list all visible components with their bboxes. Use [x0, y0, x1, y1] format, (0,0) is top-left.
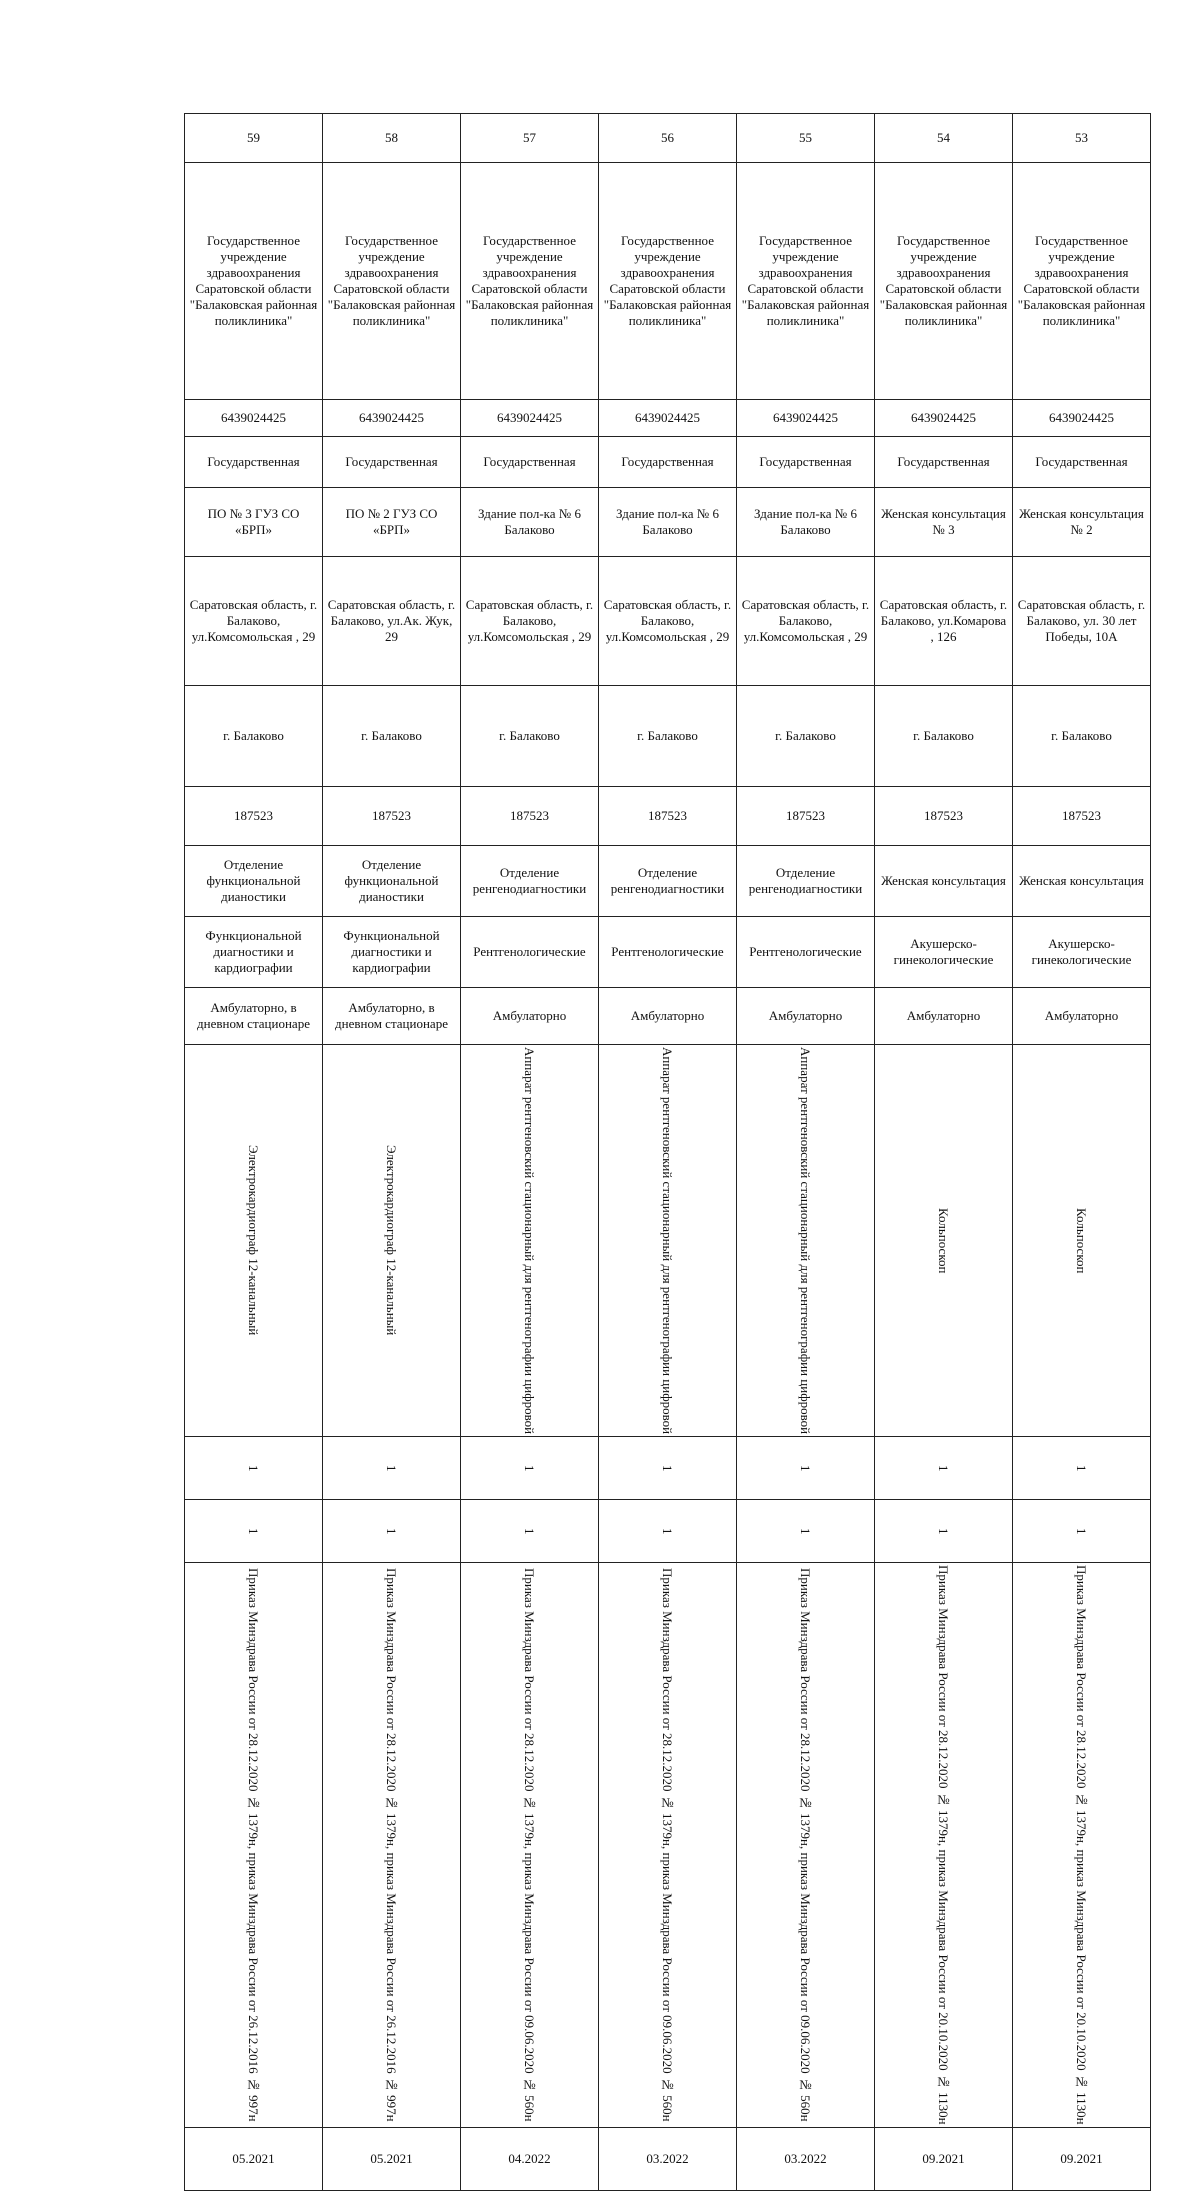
table-cell — [1013, 1045, 1151, 1437]
cell-text: Саратовская область, г. Балаково, ул.Комсомольская , 29 — [189, 597, 318, 644]
table-cell — [737, 163, 875, 400]
cell-text: Государственное учреждение здравоохранения Саратовской области "Балаковская районная поликлиника" — [603, 233, 732, 328]
table-cell — [323, 1045, 461, 1437]
cell-text: 1 — [384, 1464, 399, 1472]
table-cell — [875, 163, 1013, 400]
cell-text: Государственная — [345, 454, 438, 469]
cell-text: 6439024425 — [1049, 410, 1114, 425]
table-cell — [737, 2127, 875, 2190]
table-cell — [737, 1045, 875, 1437]
cell-text: 1 — [1074, 1527, 1089, 1535]
cell-text: 6439024425 — [221, 410, 286, 425]
table-cell — [599, 686, 737, 787]
table-cell — [185, 686, 323, 787]
cell-text: 56 — [661, 130, 674, 145]
cell-text: 54 — [937, 130, 950, 145]
table-cell — [1013, 1563, 1151, 2128]
cell-text: 1 — [522, 1464, 537, 1472]
table-cell — [185, 163, 323, 400]
cell-text: Государственное учреждение здравоохранения Саратовской области "Балаковская районная поликлиника" — [189, 233, 318, 328]
cell-text: Женская консультация — [881, 873, 1006, 888]
cell-text: 187523 — [786, 808, 825, 823]
table-cell — [461, 488, 599, 557]
cell-text: 1 — [246, 1464, 261, 1472]
row-number — [185, 114, 1151, 163]
table-cell — [599, 400, 737, 437]
table-cell — [461, 1563, 599, 2128]
cell-text: Отделение функциональной дианостики — [206, 857, 301, 904]
cell-text: Государственная — [483, 454, 576, 469]
cell-text: Приказ Минздрава России от 28.12.2020 № 1379н, приказ Минздрава России от 20.10.2020 № 1130н — [1074, 1565, 1089, 2125]
cell-text: Отделение функциональной дианостики — [344, 857, 439, 904]
table-cell — [737, 988, 875, 1045]
table-cell — [323, 114, 461, 163]
table-cell — [323, 163, 461, 400]
table-cell — [599, 1045, 737, 1437]
row-inn — [185, 400, 1151, 437]
table-cell — [461, 437, 599, 488]
cell-text: Акушерско-гинекологические — [1031, 936, 1132, 967]
cell-text: г. Балаково — [775, 728, 836, 743]
table-cell — [323, 488, 461, 557]
cell-text: 1 — [1074, 1464, 1089, 1472]
table-cell — [875, 557, 1013, 686]
table-cell — [1013, 988, 1151, 1045]
table-cell — [323, 1500, 461, 1563]
cell-text: 1 — [798, 1527, 813, 1535]
table-cell — [599, 787, 737, 846]
table-cell — [599, 437, 737, 488]
table-cell — [461, 988, 599, 1045]
row-quantity-1 — [185, 1437, 1151, 1500]
table-cell — [599, 1437, 737, 1500]
table-cell — [737, 1563, 875, 2128]
table-cell — [1013, 846, 1151, 917]
cell-text: Приказ Минздрава России от 28.12.2020 № 1379н, приказ Минздрава России от 09.06.2020 № 560н — [660, 1568, 675, 2122]
table-cell — [599, 163, 737, 400]
table-cell — [185, 1563, 323, 2128]
table-cell — [461, 917, 599, 988]
table-cell — [461, 114, 599, 163]
table-cell — [323, 686, 461, 787]
table-cell — [185, 557, 323, 686]
table-cell — [1013, 2127, 1151, 2190]
cell-text: Аппарат рентгеновский стационарный для рентгенографии цифровой — [522, 1047, 537, 1435]
table-cell — [185, 917, 323, 988]
row-conditions — [185, 988, 1151, 1045]
table-cell — [875, 988, 1013, 1045]
table-cell — [875, 400, 1013, 437]
table-cell — [323, 400, 461, 437]
cell-text: 03.2022 — [784, 2150, 827, 2166]
table-cell — [461, 163, 599, 400]
table-cell — [737, 787, 875, 846]
cell-text: Амбулаторно — [1044, 1008, 1119, 1023]
table-cell — [599, 1500, 737, 1563]
cell-text: Рентгенологические — [473, 944, 586, 959]
cell-text: Амбулаторно, в дневном стационаре — [197, 1000, 310, 1031]
table-cell — [1013, 557, 1151, 686]
table-cell — [875, 686, 1013, 787]
cell-text: Приказ Минздрава России от 28.12.2020 № 1379н, приказ Минздрава России от 20.10.2020 № 1130н — [936, 1565, 951, 2125]
table-cell — [1013, 400, 1151, 437]
table-cell — [323, 917, 461, 988]
table-cell — [185, 988, 323, 1045]
table-cell — [875, 917, 1013, 988]
cell-text: 05.2021 — [232, 2150, 275, 2166]
table-cell — [323, 437, 461, 488]
cell-text: Функциональной диагностики и кардиографии — [205, 928, 302, 975]
table-cell — [875, 488, 1013, 557]
cell-text: г. Балаково — [913, 728, 974, 743]
table-cell — [323, 557, 461, 686]
cell-text: Женская консультация № 2 — [1019, 506, 1144, 537]
table-cell — [185, 1437, 323, 1500]
table-cell — [185, 1500, 323, 1563]
cell-text: 187523 — [648, 808, 687, 823]
cell-text: 187523 — [1062, 808, 1101, 823]
table-cell — [599, 917, 737, 988]
cell-text: Саратовская область, г. Балаково, ул.Ак. Жук, 29 — [327, 597, 456, 644]
table-cell — [1013, 917, 1151, 988]
table-cell — [185, 846, 323, 917]
cell-text: г. Балаково — [361, 728, 422, 743]
table-cell — [185, 114, 323, 163]
cell-text: Функциональной диагностики и кардиографии — [343, 928, 440, 975]
cell-text: 1 — [660, 1464, 675, 1472]
cell-text: г. Балаково — [223, 728, 284, 743]
cell-text: Аппарат рентгеновский стационарный для рентгенографии цифровой — [660, 1047, 675, 1435]
cell-text: 187523 — [234, 808, 273, 823]
cell-text: Государственное учреждение здравоохранения Саратовской области "Балаковская районная поликлиника" — [879, 233, 1008, 328]
cell-text: г. Балаково — [499, 728, 560, 743]
cell-text: 1 — [384, 1527, 399, 1535]
cell-text: 55 — [799, 130, 812, 145]
cell-text: Государственная — [897, 454, 990, 469]
cell-text: 187523 — [372, 808, 411, 823]
cell-text: 53 — [1075, 130, 1088, 145]
table-cell — [1013, 437, 1151, 488]
row-code — [185, 787, 1151, 846]
table-cell — [185, 2127, 323, 2190]
cell-text: Государственное учреждение здравоохранения Саратовской области "Балаковская районная поликлиника" — [465, 233, 594, 328]
cell-text: ПО № 2 ГУЗ СО «БРП» — [345, 506, 438, 537]
table-cell — [1013, 488, 1151, 557]
table-cell — [323, 787, 461, 846]
table-cell — [599, 557, 737, 686]
table-cell — [875, 114, 1013, 163]
table-cell — [1013, 787, 1151, 846]
cell-text: Государственная — [207, 454, 300, 469]
cell-text: Государственное учреждение здравоохранения Саратовской области "Балаковская районная поликлиника" — [1017, 233, 1146, 328]
table-cell — [461, 1437, 599, 1500]
table-cell — [185, 1045, 323, 1437]
cell-text: 1 — [522, 1527, 537, 1535]
table-cell — [461, 400, 599, 437]
cell-text: 1 — [936, 1527, 951, 1535]
table-cell — [1013, 1500, 1151, 1563]
table-cell — [1013, 1437, 1151, 1500]
cell-text: Электрокардиограф 12-канальный — [384, 1145, 399, 1336]
cell-text: 187523 — [924, 808, 963, 823]
table-cell — [599, 2127, 737, 2190]
cell-text: Рентгенологические — [611, 944, 724, 959]
row-order — [185, 1563, 1151, 2128]
table-cell — [599, 114, 737, 163]
cell-text: 1 — [798, 1464, 813, 1472]
cell-text: 09.2021 — [922, 2150, 965, 2166]
table-cell — [323, 2127, 461, 2190]
row-department — [185, 846, 1151, 917]
cell-text: Здание пол-ка № 6 Балаково — [616, 506, 719, 537]
cell-text: Приказ Минздрава России от 28.12.2020 № 1379н, приказ Минздрава России от 26.12.2016 № 997н — [384, 1568, 399, 2122]
table-cell — [737, 686, 875, 787]
table-cell — [461, 846, 599, 917]
cell-text: Амбулаторно — [906, 1008, 981, 1023]
cell-text: Приказ Минздрава России от 28.12.2020 № 1379н, приказ Минздрава России от 09.06.2020 № 560н — [798, 1568, 813, 2122]
cell-text: 03.2022 — [646, 2150, 689, 2166]
table-cell — [323, 1437, 461, 1500]
table-cell — [599, 988, 737, 1045]
cell-text: 6439024425 — [911, 410, 976, 425]
table-cell — [1013, 114, 1151, 163]
table-cell — [737, 488, 875, 557]
table-cell — [461, 557, 599, 686]
cell-text: 57 — [523, 130, 536, 145]
table-cell — [875, 846, 1013, 917]
cell-text: Приказ Минздрава России от 28.12.2020 № 1379н, приказ Минздрава России от 26.12.2016 № 997н — [246, 1568, 261, 2122]
cell-text: Государственная — [1035, 454, 1128, 469]
cell-text: Приказ Минздрава России от 28.12.2020 № 1379н, приказ Минздрава России от 09.06.2020 № 560н — [522, 1568, 537, 2122]
cell-text: 59 — [247, 130, 260, 145]
cell-text: 6439024425 — [497, 410, 562, 425]
cell-text: Государственная — [759, 454, 852, 469]
cell-text: Отделение ренгенодиагностики — [472, 865, 587, 896]
table-cell — [875, 1500, 1013, 1563]
cell-text: Здание пол-ка № 6 Балаково — [478, 506, 581, 537]
cell-text: Амбулаторно — [492, 1008, 567, 1023]
row-organization — [185, 163, 1151, 400]
table-cell — [737, 1437, 875, 1500]
table-cell — [1013, 163, 1151, 400]
table-cell — [737, 846, 875, 917]
cell-text: г. Балаково — [637, 728, 698, 743]
table-cell — [323, 988, 461, 1045]
row-quantity-2 — [185, 1500, 1151, 1563]
cell-text: 6439024425 — [359, 410, 424, 425]
cell-text: Государственное учреждение здравоохранения Саратовской области "Балаковская районная поликлиника" — [327, 233, 456, 328]
cell-text: Отделение ренгенодиагностики — [748, 865, 863, 896]
cell-text: 187523 — [510, 808, 549, 823]
cell-text: 04.2022 — [508, 2150, 551, 2166]
cell-text: Здание пол-ка № 6 Балаково — [754, 506, 857, 537]
table-cell — [461, 686, 599, 787]
cell-text: Саратовская область, г. Балаково, ул.Комсомольская , 29 — [603, 597, 732, 644]
table-cell — [1013, 686, 1151, 787]
table-cell — [875, 1437, 1013, 1500]
cell-text: Отделение ренгенодиагностики — [610, 865, 725, 896]
table-cell — [185, 437, 323, 488]
table-cell — [461, 2127, 599, 2190]
cell-text: 6439024425 — [773, 410, 838, 425]
cell-text: Акушерско-гинекологические — [893, 936, 994, 967]
table-cell — [875, 1045, 1013, 1437]
table-cell — [875, 2127, 1013, 2190]
cell-text: 09.2021 — [1060, 2150, 1103, 2166]
table-cell — [461, 787, 599, 846]
cell-text: Аппарат рентгеновский стационарный для рентгенографии цифровой — [798, 1047, 813, 1435]
cell-text: Государственное учреждение здравоохранения Саратовской области "Балаковская районная поликлиника" — [741, 233, 870, 328]
cell-text: Женская консультация № 3 — [881, 506, 1006, 537]
cell-text: 1 — [660, 1527, 675, 1535]
table-cell — [875, 1563, 1013, 2128]
table-cell — [185, 488, 323, 557]
row-date — [185, 2127, 1151, 2190]
cell-text: Кольпоскоп — [1074, 1207, 1089, 1274]
cell-text: Кольпоскоп — [936, 1207, 951, 1274]
table-cell — [737, 917, 875, 988]
cell-text: Рентгенологические — [749, 944, 862, 959]
table-cell — [737, 437, 875, 488]
table-cell — [737, 114, 875, 163]
table-cell — [875, 437, 1013, 488]
row-unit — [185, 488, 1151, 557]
cell-text: 1 — [246, 1527, 261, 1535]
table-cell — [185, 787, 323, 846]
cell-text: Саратовская область, г. Балаково, ул.Комсомольская , 29 — [465, 597, 594, 644]
row-city — [185, 686, 1151, 787]
table-cell — [461, 1500, 599, 1563]
row-equipment — [185, 1045, 1151, 1437]
cell-text: Амбулаторно — [768, 1008, 843, 1023]
table-cell — [461, 1045, 599, 1437]
cell-text: Саратовская область, г. Балаково, ул.Комарова , 126 — [879, 597, 1008, 644]
table-cell — [323, 1563, 461, 2128]
cell-text: Женская консультация — [1019, 873, 1144, 888]
cell-text: Саратовская область, г. Балаково, ул.Комсомольская , 29 — [741, 597, 870, 644]
table-cell — [737, 1500, 875, 1563]
cell-text: Амбулаторно — [630, 1008, 705, 1023]
cell-text: Амбулаторно, в дневном стационаре — [335, 1000, 448, 1031]
table-cell — [737, 400, 875, 437]
cell-text: ПО № 3 ГУЗ СО «БРП» — [207, 506, 300, 537]
row-profile — [185, 917, 1151, 988]
cell-text: г. Балаково — [1051, 728, 1112, 743]
row-ownership — [185, 437, 1151, 488]
table-cell — [323, 846, 461, 917]
table-cell — [599, 846, 737, 917]
cell-text: Электрокардиограф 12-канальный — [246, 1145, 261, 1336]
table-cell — [875, 787, 1013, 846]
row-address — [185, 557, 1151, 686]
cell-text: 05.2021 — [370, 2150, 413, 2166]
cell-text: 1 — [936, 1464, 951, 1472]
cell-text: Саратовская область, г. Балаково, ул. 30 лет Победы, 10А — [1017, 597, 1146, 644]
equipment-register-table — [184, 113, 1151, 2191]
cell-text: 6439024425 — [635, 410, 700, 425]
cell-text: Государственная — [621, 454, 714, 469]
table-cell — [185, 400, 323, 437]
table-cell — [599, 1563, 737, 2128]
cell-text: 58 — [385, 130, 398, 145]
table-cell — [737, 557, 875, 686]
table-cell — [599, 488, 737, 557]
